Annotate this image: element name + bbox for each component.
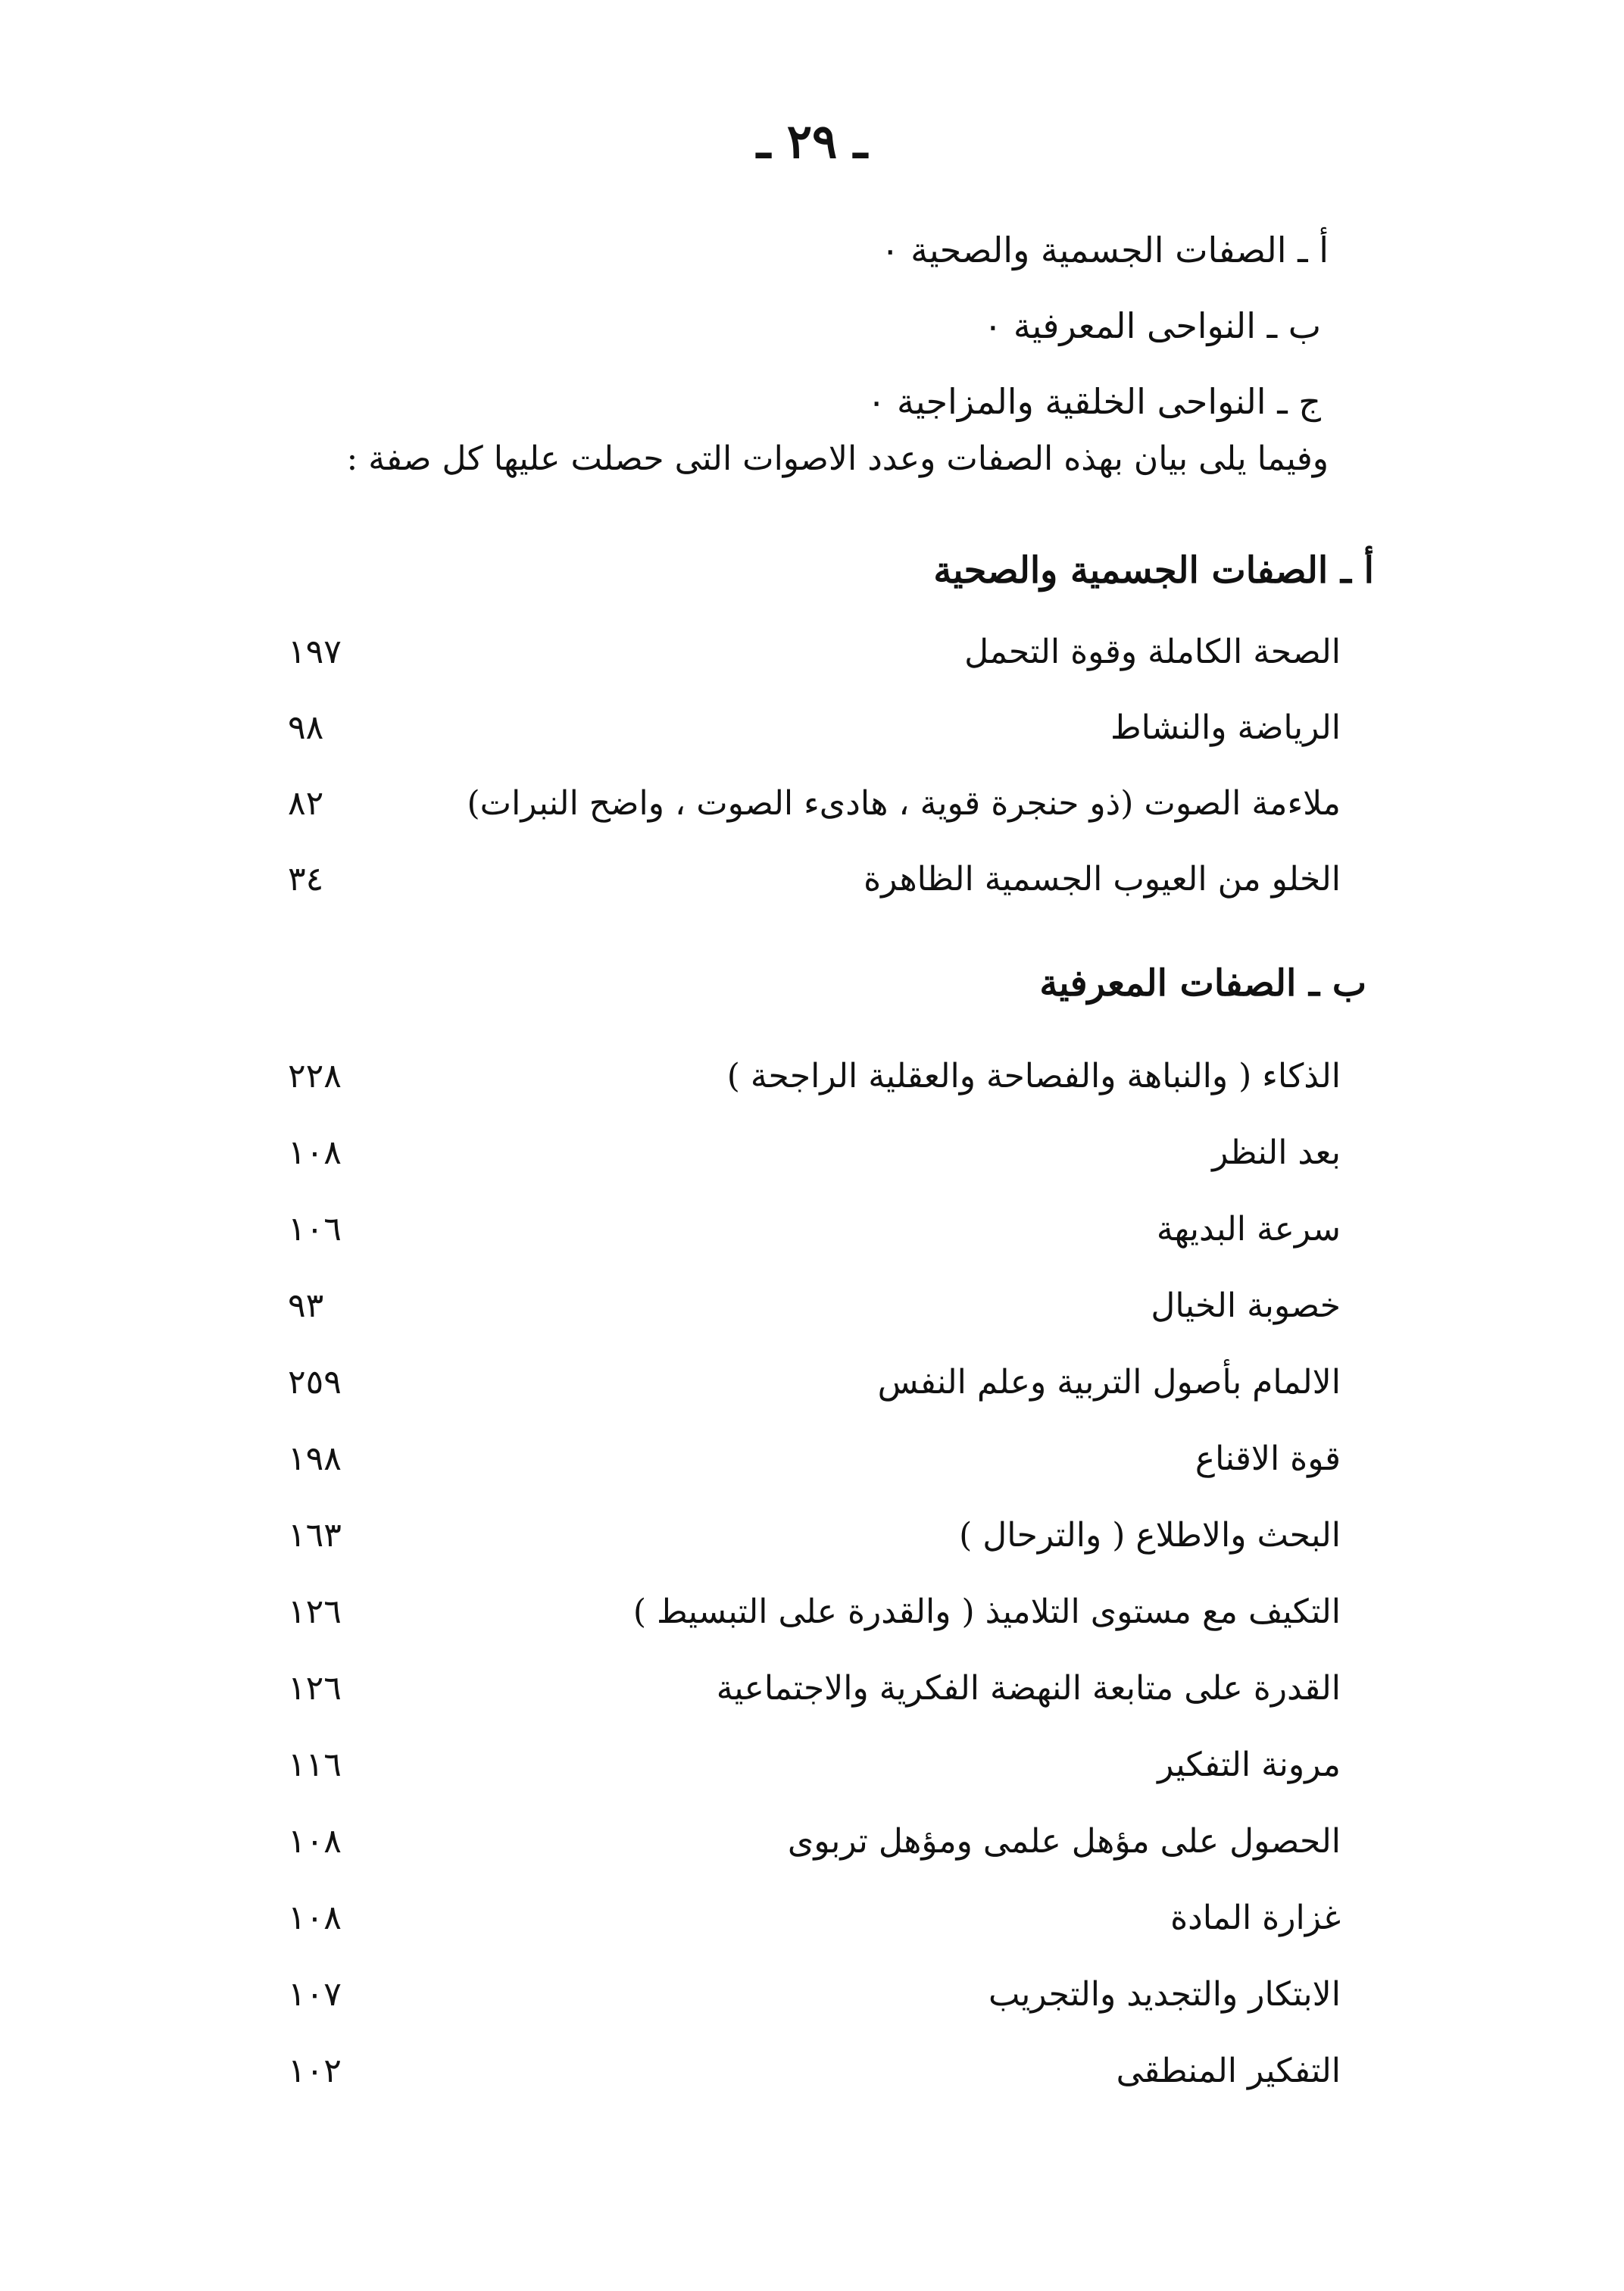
trait-label: بعد النظر bbox=[1212, 1133, 1341, 1172]
trait-label: البحث والاطلاع ( والترحال ) bbox=[959, 1516, 1341, 1555]
list-item bbox=[288, 1574, 1341, 1650]
list-item bbox=[288, 1497, 1341, 1574]
list-item bbox=[288, 1421, 1341, 1497]
list-item bbox=[288, 1956, 1341, 2033]
intro-sentence: وفيما يلى بيان بهذه الصفات وعدد الاصوات التى حصلت عليها كل صفة : bbox=[346, 439, 1329, 478]
vote-count: ١٠٧ bbox=[288, 1975, 342, 2014]
vote-count: ١٩٨ bbox=[288, 1439, 342, 1478]
list-item bbox=[288, 1191, 1341, 1267]
list-item bbox=[288, 2033, 1341, 2109]
trait-label: الالمام بأصول التربية وعلم النفس bbox=[877, 1363, 1341, 1402]
list-item bbox=[288, 689, 1341, 765]
vote-count: ٢٥٩ bbox=[288, 1363, 342, 1402]
trait-label: الرياضة والنشاط bbox=[1110, 708, 1341, 747]
intro-item: ب ـ النواحى المعرفية ٠ bbox=[983, 305, 1321, 346]
list-item bbox=[288, 765, 1341, 841]
list-item bbox=[288, 1038, 1341, 1114]
trait-label: خصوبة الخيال bbox=[1151, 1286, 1341, 1325]
trait-label: غزارة المادة bbox=[1170, 1899, 1341, 1937]
section-a-list bbox=[288, 614, 1341, 917]
list-item bbox=[288, 1727, 1341, 1803]
trait-label: التفكير المنطقى bbox=[1116, 2052, 1341, 2090]
trait-label: سرعة البديهة bbox=[1156, 1210, 1341, 1249]
vote-count: ٢٢٨ bbox=[288, 1057, 342, 1095]
list-item bbox=[288, 841, 1341, 917]
section-b-list bbox=[288, 1038, 1341, 2109]
vote-count: ١٠٢ bbox=[288, 2052, 342, 2090]
list-item bbox=[288, 1803, 1341, 1880]
intro-list bbox=[867, 212, 1329, 439]
vote-count: ١٩٧ bbox=[288, 632, 342, 671]
trait-label: الصحة الكاملة وقوة التحمل bbox=[964, 632, 1341, 671]
vote-count: ٨٢ bbox=[288, 783, 324, 823]
vote-count: ١٠٨ bbox=[288, 1822, 342, 1861]
section-b-heading: ب ـ الصفات المعرفية bbox=[1039, 962, 1366, 1005]
trait-label: الخلو من العيوب الجسمية الظاهرة bbox=[864, 859, 1341, 899]
vote-count: ١٠٨ bbox=[288, 1133, 342, 1172]
trait-label: ملاءمة الصوت (ذو حنجرة قوية ، هادىء الصوت ، واضح النبرات) bbox=[467, 783, 1341, 823]
intro-item: ج ـ النواحى الخلقية والمزاجية ٠ bbox=[867, 381, 1321, 422]
vote-count: ٩٨ bbox=[288, 708, 324, 747]
section-a-heading: أ ـ الصفات الجسمية والصحية bbox=[933, 549, 1374, 592]
vote-count: ١٢٦ bbox=[288, 1669, 342, 1708]
list-item bbox=[288, 614, 1341, 689]
vote-count: ١٦٣ bbox=[288, 1516, 342, 1555]
page-number: ـ ٢٩ ـ bbox=[756, 114, 868, 169]
vote-count: ١١٦ bbox=[288, 1746, 342, 1784]
trait-label: الابتكار والتجديد والتجريب bbox=[988, 1975, 1341, 2014]
list-item bbox=[288, 1880, 1341, 1956]
list-item bbox=[288, 1114, 1341, 1191]
vote-count: ١٠٦ bbox=[288, 1210, 342, 1249]
vote-count: ٩٣ bbox=[288, 1286, 324, 1325]
trait-label: التكيف مع مستوى التلاميذ ( والقدرة على التبسيط ) bbox=[632, 1592, 1341, 1631]
intro-item: أ ـ الصفات الجسمية والصحية ٠ bbox=[880, 230, 1329, 270]
vote-count: ١٠٨ bbox=[288, 1899, 342, 1937]
list-item bbox=[288, 1267, 1341, 1344]
trait-label: قوة الاقناع bbox=[1195, 1439, 1341, 1478]
trait-label: القدرة على متابعة النهضة الفكرية والاجتماعية bbox=[716, 1669, 1341, 1708]
trait-label: الحصول على مؤهل علمى ومؤهل تربوى bbox=[787, 1822, 1341, 1861]
trait-label: الذكاء ( والنباهة والفصاحة والعقلية الراجحة ) bbox=[726, 1057, 1341, 1095]
vote-count: ٣٤ bbox=[288, 859, 324, 899]
list-item bbox=[288, 1650, 1341, 1727]
trait-label: مرونة التفكير bbox=[1157, 1746, 1341, 1784]
vote-count: ١٢٦ bbox=[288, 1592, 342, 1631]
list-item bbox=[288, 1344, 1341, 1421]
